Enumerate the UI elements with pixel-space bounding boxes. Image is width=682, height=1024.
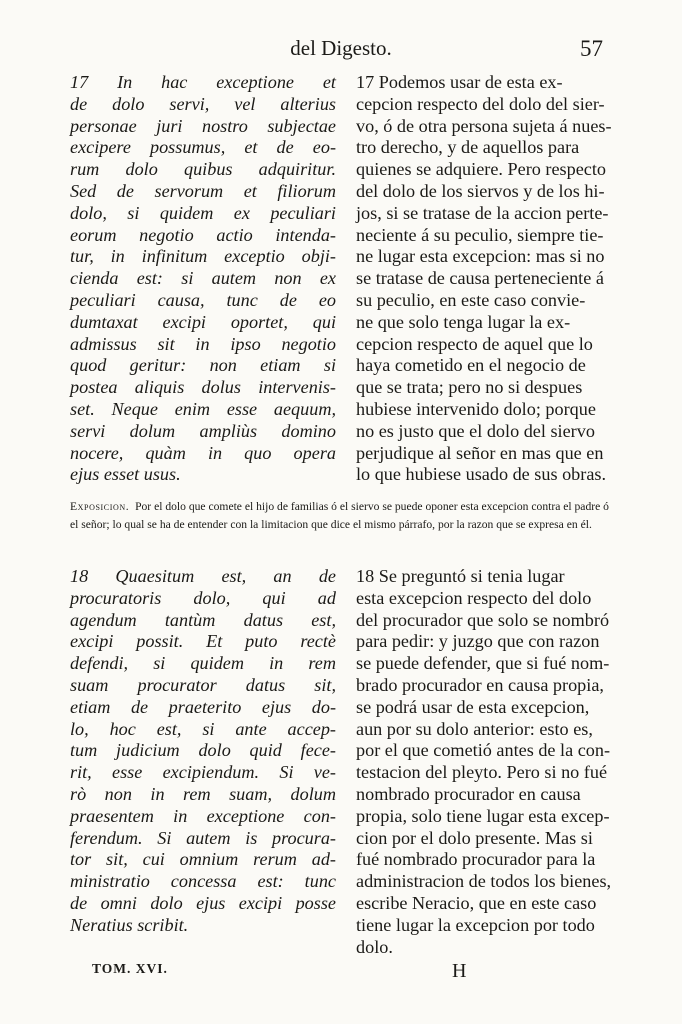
- text-line: brado procurador en causa propia,: [356, 674, 604, 695]
- text-line: admissus sit in ipso negotio: [70, 333, 336, 354]
- text-line: jos, si se tratase de la accion perte-: [356, 202, 609, 223]
- text-line: no es justo que el dolo del siervo: [356, 420, 595, 441]
- text-line: haya cometido en el negocio de: [356, 355, 586, 376]
- exposicion-text: Por el dolo que comete el hijo de familias ó el siervo se puede oponer esta excepcion contra el padre ó el señor; lo qual se ha de entender con la limitacion que dice el mismo párrafo, por la razon que se expresa en él.: [70, 500, 609, 531]
- text-line: personae juri nostro subjectae: [70, 115, 336, 136]
- latin-text-18: [70, 566, 336, 937]
- text-line: 18 Quaesitum est, an de: [70, 566, 336, 586]
- text-line: etiam de praeterito ejus do-: [70, 696, 336, 717]
- text-line: cion por el dolo presente. Mas si: [356, 827, 593, 848]
- text-line: esta excepcion respecto del dolo: [356, 587, 592, 608]
- text-line: dolo, si quidem ex peculiari: [70, 202, 336, 223]
- text-line: se puede defender, que si fué nom-: [356, 653, 610, 674]
- spanish-text-18: [356, 566, 614, 958]
- text-line: quod geritur: non etiam si: [70, 355, 336, 376]
- text-line: de omni dolo ejus excipi posse: [70, 892, 336, 913]
- text-line: excipi possit. Et puto rectè: [70, 631, 336, 652]
- text-line: quienes se adquiere. Pero respecto: [356, 159, 606, 180]
- text-line: aun por su dolo anterior: esto es,: [356, 718, 593, 739]
- text-line: Sed de servorum et filiorum: [70, 180, 336, 201]
- gathering-mark: H: [452, 960, 467, 982]
- text-line: agendum tantùm datus est,: [70, 609, 336, 630]
- signature-mark: TOM. XVI.: [92, 961, 168, 976]
- text-line: rum dolo quibus adquiritur.: [70, 159, 336, 180]
- text-line: se tratase de causa perteneciente á: [356, 268, 604, 289]
- text-line: para pedir: y juzgo que con razon: [356, 631, 600, 652]
- text-line: excipere possumus, et de eo-: [70, 137, 336, 158]
- text-line: escribe Neracio, que en este caso: [356, 892, 597, 913]
- text-line: tiene lugar la excepcion por todo: [356, 914, 595, 935]
- text-line: rò non in rem suam, dolum: [70, 783, 336, 804]
- text-line: tur, in infinitum exceptio obji-: [70, 246, 336, 267]
- text-line: defendi, si quidem in rem: [70, 653, 336, 674]
- text-line: por el que cometió antes de la con-: [356, 740, 611, 761]
- text-line: postea aliquis dolus intervenis-: [70, 377, 336, 398]
- text-line: su peculio, en este caso convie-: [356, 289, 586, 310]
- text-line: lo que hubiese usado de sus obras.: [356, 464, 607, 485]
- text-line: lo, hoc est, si ante accep-: [70, 718, 336, 739]
- text-line: ferendum. Si autem is procura-: [70, 827, 336, 848]
- text-line: de dolo servi, vel alterius: [70, 93, 336, 114]
- text-line: nombrado procurador en causa: [356, 783, 581, 804]
- text-line: set. Neque enim esse aequum,: [70, 398, 336, 419]
- text-line: cepcion respecto del dolo del sier-: [356, 93, 605, 114]
- text-line: ne lugar esta excepcion: mas si no: [356, 246, 605, 267]
- text-line: servi dolum ampliùs domino: [70, 420, 336, 441]
- text-line: suam procurator datus sit,: [70, 674, 336, 695]
- latin-text-17: [70, 72, 336, 486]
- exposicion-note: [70, 498, 618, 533]
- text-line: propia, solo tiene lugar esta excep-: [356, 805, 610, 826]
- text-line: fué nombrado procurador para la: [356, 849, 596, 870]
- text-line: hubiese intervenido dolo; porque: [356, 398, 596, 419]
- text-line: administracion de todos los bienes,: [356, 871, 612, 892]
- text-line: ministratio concessa est: tunc: [70, 871, 336, 892]
- text-line: eorum negotio actio intenda-: [70, 224, 336, 245]
- text-line: neciente á su peculio, siempre tie-: [356, 224, 604, 245]
- text-line: nocere, quàm in quo opera: [70, 442, 336, 463]
- text-line: vo, ó de otra persona sujeta á nues-: [356, 115, 612, 136]
- text-line: procuratoris dolo, qui ad: [70, 587, 336, 608]
- text-line: tum judicium dolo quid fece-: [70, 740, 336, 761]
- exposicion-label: Exposicion.: [70, 500, 130, 513]
- text-line: dumtaxat excipi oportet, qui: [70, 311, 336, 332]
- text-line: cienda est: si autem non ex: [70, 268, 336, 289]
- text-line: 17 Podemos usar de esta ex-: [356, 72, 563, 92]
- text-line: ne que solo tenga lugar la ex-: [356, 311, 571, 332]
- text-line: tor sit, cui omnium rerum ad-: [70, 849, 336, 870]
- text-line: rit, esse excipiendum. Si ve-: [70, 762, 336, 783]
- text-line: ejus esset usus.: [70, 464, 181, 485]
- spanish-text-17: [356, 72, 614, 486]
- text-line: 18 Se preguntó si tenia lugar: [356, 566, 565, 586]
- text-line: dolo.: [356, 936, 393, 957]
- running-header: del Digesto.: [290, 36, 392, 60]
- text-line: que se trata; pero no si despues: [356, 377, 583, 398]
- text-line: Neratius scribit.: [70, 914, 189, 935]
- page-number: 57: [580, 36, 603, 61]
- text-line: praesentem in exceptione con-: [70, 805, 336, 826]
- text-line: peculiari causa, tunc de eo: [70, 289, 336, 310]
- text-line: testacion del pleyto. Pero si no fué: [356, 762, 608, 783]
- text-line: tro derecho, y de aquellos para: [356, 137, 580, 158]
- text-line: del dolo de los siervos y de los hi-: [356, 180, 605, 201]
- text-line: cepcion respecto de aquel que lo: [356, 333, 593, 354]
- text-line: perjudique al señor en mas que en: [356, 442, 604, 463]
- text-line: se podrá usar de esta excepcion,: [356, 696, 590, 717]
- text-line: del procurador que solo se nombró: [356, 609, 610, 630]
- text-line: 17 In hac exceptione et: [70, 72, 336, 92]
